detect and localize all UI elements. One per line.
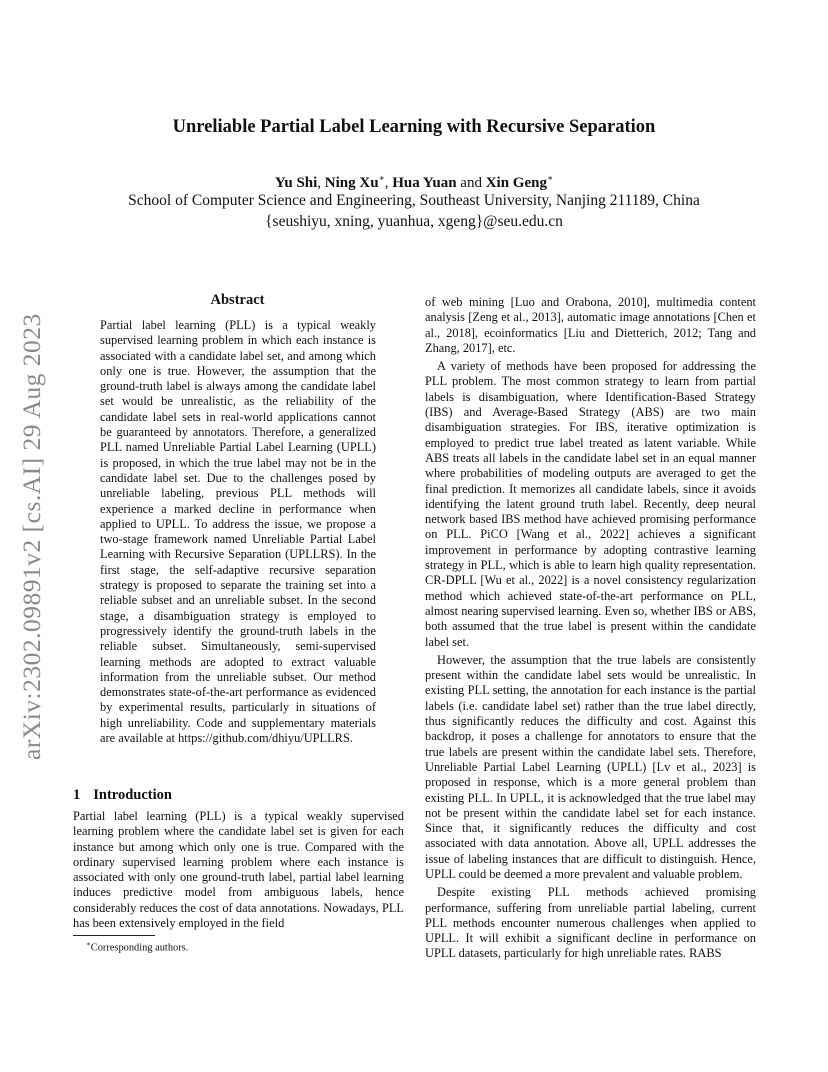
affiliation: School of Computer Science and Engineering, Southeast University, Nanjing 211189, China: [128, 192, 700, 209]
author-separator: ,: [384, 175, 389, 191]
author-emails: {seushiyu, xning, yuanhua, xgeng}@seu.edu.cn: [265, 213, 563, 230]
body-paragraph: of web mining [Luo and Orabona, 2010], multimedia content analysis [Zeng et al., 2013], automatic image annotations [Chen et al., 2018], ecoinformatics [Liu and Dietterich, 2012; Tang and Zhang, 2017], etc.: [425, 295, 756, 355]
author-list: [0, 173, 828, 192]
author-separator: ,: [317, 175, 322, 191]
author-name: Yu Shi: [274, 175, 318, 191]
author-name: Ning Xu: [324, 175, 379, 191]
body-paragraph: However, the assumption that the true labels are consistently present within the candidate label sets would be unrealistic. In existing PLL setting, the annotation for each instance is the partial labels (i.e. candidate label set) rather than the true label directly, thus significantly reduces the difficulty and cost. Against this backdrop, it poses a challenge for annotators to ensure that the true labels are present within the candidate label sets. Therefore, Unreliable Partial Label Learning (UPLL) [Lv et al., 2023] is proposed in response, which is a more general problem than existing PLL. In UPLL, it is acknowledged that the true label may not be present within the candidate label set for each instance. Since that, it significantly reduces the difficulty and cost associated with data annotation. Above all, UPLL addresses the issue of labeling instances that are difficult to distinguish. Hence, UPLL could be deemed a more prevalent and valuable problem.: [425, 652, 756, 881]
author-name: Xin Geng: [485, 175, 547, 191]
corresponding-mark: ∗: [546, 173, 554, 183]
author-conjunction: and: [460, 175, 482, 191]
paper-title: Unreliable Partial Label Learning with Recursive Separation: [172, 117, 656, 137]
footnote-mark: ∗: [86, 940, 91, 948]
section-number: 1: [73, 787, 81, 803]
corresponding-mark: ∗: [378, 173, 385, 183]
body-paragraph: Despite existing PLL methods achieved promising performance, suffering from unreliable partial labeling, current PLL methods encounter numerous challenges when applied to UPLL. It will exhibit a significant decline in performance on UPLL datasets, particularly for high unreliable rates. RABS: [425, 885, 756, 961]
footnote-rule: [73, 935, 155, 936]
right-column: [425, 295, 756, 965]
footnote: [86, 940, 188, 953]
abstract-text: Partial label learning (PLL) is a typical weakly supervised learning problem in which each instance is associated with a candidate label set, and among which only one is true. However, the assumption that the ground-truth label is always among the candidate label set would be unrealistic, as the reliability of the candidate label sets in real-world applications cannot be guaranteed by annotators. Therefore, a generalized PLL named Unreliable Partial Label Learning (UPLL) is proposed, in which the true label may not be in the candidate label set. Due to the challenges posed by unreliable labeling, previous PLL methods will experience a marked decline in performance when applied to UPLL. To address the issue, we propose a two-stage framework named Unreliable Partial Label Learning with Recursive Separation (UPLLRS). In the first stage, the self-adaptive recursive separation strategy is proposed to separate the training set into a reliable subset and an unreliable subset. In the second stage, a disambiguation strategy is employed to progressively identify the ground-truth labels in the reliable subset. Simultaneously, semi-supervised learning methods are adopted to extract valuable information from the unreliable subset. Our method demonstrates state-of-the-art performance as evidenced by experimental results, particularly in situations of high unreliability. Code and supplementary materials are available at https://github.com/dhiyu/UPLLRS.: [100, 318, 376, 746]
body-paragraph: A variety of methods have been proposed for addressing the PLL problem. The most common strategy to learn from partial labels is disambiguation, where Identification-Based Strategy (IBS) and Average-Based Strategy (ABS) are two main disambiguation strategies. For IBS, iterative optimization is employed to predict true label treated as latent variable. While ABS treats all labels in the candidate label set in an equal manner where probabilities of modeling outputs are averaged to get the final prediction. It memorizes all candidate labels, since it avoids identifying the latent ground truth label. Recently, deep neural network based IBS method have achieved promising performance on PLL. PiCO [Wang et al., 2022] achieves a significant improvement in performance by adopting contrastive learning strategy in PLL, which is able to learn high quality representation. CR-DPLL [Wu et al., 2022] is a novel consistency regularization method which achieved state-of-the-art performance on PLL, almost nearing supervised learning. Even so, whether IBS or ABS, both assumed that the true label is present within the candidate label set.: [425, 359, 756, 649]
arxiv-identifier: arXiv:2302.09891v2 [cs.AI] 29 Aug 2023: [17, 313, 46, 760]
author-name: Hua Yuan: [392, 175, 457, 191]
footnote-text: Corresponding authors.: [90, 942, 189, 954]
section-title: Introduction: [93, 787, 172, 803]
introduction-paragraph: Partial label learning (PLL) is a typical weakly supervised learning problem where the candidate label set is given for each instance but among which only one is true. Compared with the ordinary supervised learning problem where each instance is associated with only one ground-truth label, partial label learning induces predictive model from ambiguous labels, hence considerably reduces the cost of data annotations. Nowadays, PLL has been extensively employed in the field: [73, 809, 404, 931]
section-heading: [73, 787, 172, 804]
abstract-heading: Abstract: [210, 292, 265, 308]
